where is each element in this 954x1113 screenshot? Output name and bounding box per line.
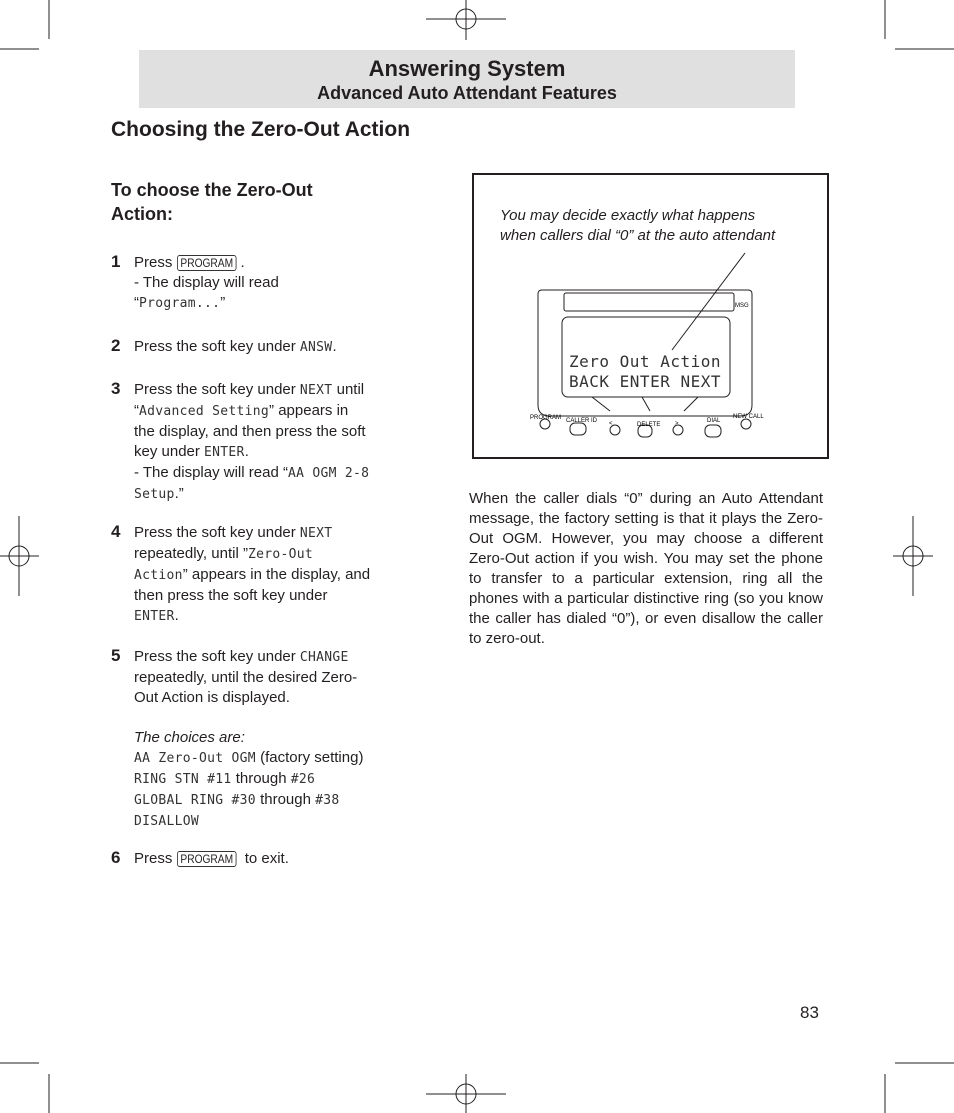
choices-heading: The choices are: [134,729,245,746]
procedure-title: To choose the Zero-Out Action: [111,180,313,224]
step-number: 6 [111,848,121,867]
phone-panel-illustration [472,173,829,459]
body-paragraph: When the caller dials “0” during an Auto Attendant message, the factory setting is that it plays the Zero-Out OGM. However, you may choose a different Zero-Out action if you wish. You may set the phone to transfer to a particular extension, ring all the phones with a particular distinctive ring (so you know the caller has dialed “0”), or even disallow the caller to zero-out. [469,490,823,647]
msg-label: MSG [735,303,749,309]
left-button-label: < [609,421,613,427]
step-6: Press PROGRAM to exit. [134,850,289,867]
caller-id-button-label: CALLER ID [566,418,598,424]
program-button-label: PROGRAM [530,415,562,421]
step-3: Press the soft key under NEXT until “Advanced Setting” appears in the display, and then press the soft key under ENTER. - The display will read “AA OGM 2-8 Setup.” [134,381,370,502]
step-2: Press the soft key under ANSW. [134,338,337,355]
lcd-line-1: Zero Out Action [569,352,721,371]
step-number: 2 [111,336,121,355]
right-button-label: > [675,421,679,427]
page-number: 83 [800,1003,819,1022]
program-key: PROGRAM [177,851,237,867]
program-key: PROGRAM [177,255,237,271]
lcd-line-2: BACK ENTER NEXT [569,372,721,391]
new-call-button-label: NEW CALL [733,414,764,420]
step-number: 5 [111,646,121,665]
step-number: 1 [111,252,121,271]
chapter-title: Answering System [368,56,566,81]
illustration-caption: You may decide exactly what happens when callers dial “0” at the auto attendant [500,207,776,244]
step-1: Press PROGRAM . - The display will read “Program...” [134,254,279,311]
step-4: Press the soft key under NEXT repeatedly, until ”Zero-Out Action” appears in the display, and then press the soft key under ENTER. [134,524,371,624]
delete-button-label: DELETE [637,422,661,428]
step-number: 3 [111,379,121,398]
step-number: 4 [111,522,121,541]
dial-button-label: DIAL [707,418,721,424]
step-5: Press the soft key under CHANGE repeatedly, until the desired Zero- Out Action is displayed. [134,648,358,706]
choices-list: The choices are: AA Zero-Out OGM (factory setting) RING STN #11 through #26 GLOBAL RING #30 through #38 DISALLOW [134,728,409,832]
section-title: Choosing the Zero-Out Action [111,118,411,141]
chapter-subtitle: Advanced Auto Attendant Features [317,83,617,103]
